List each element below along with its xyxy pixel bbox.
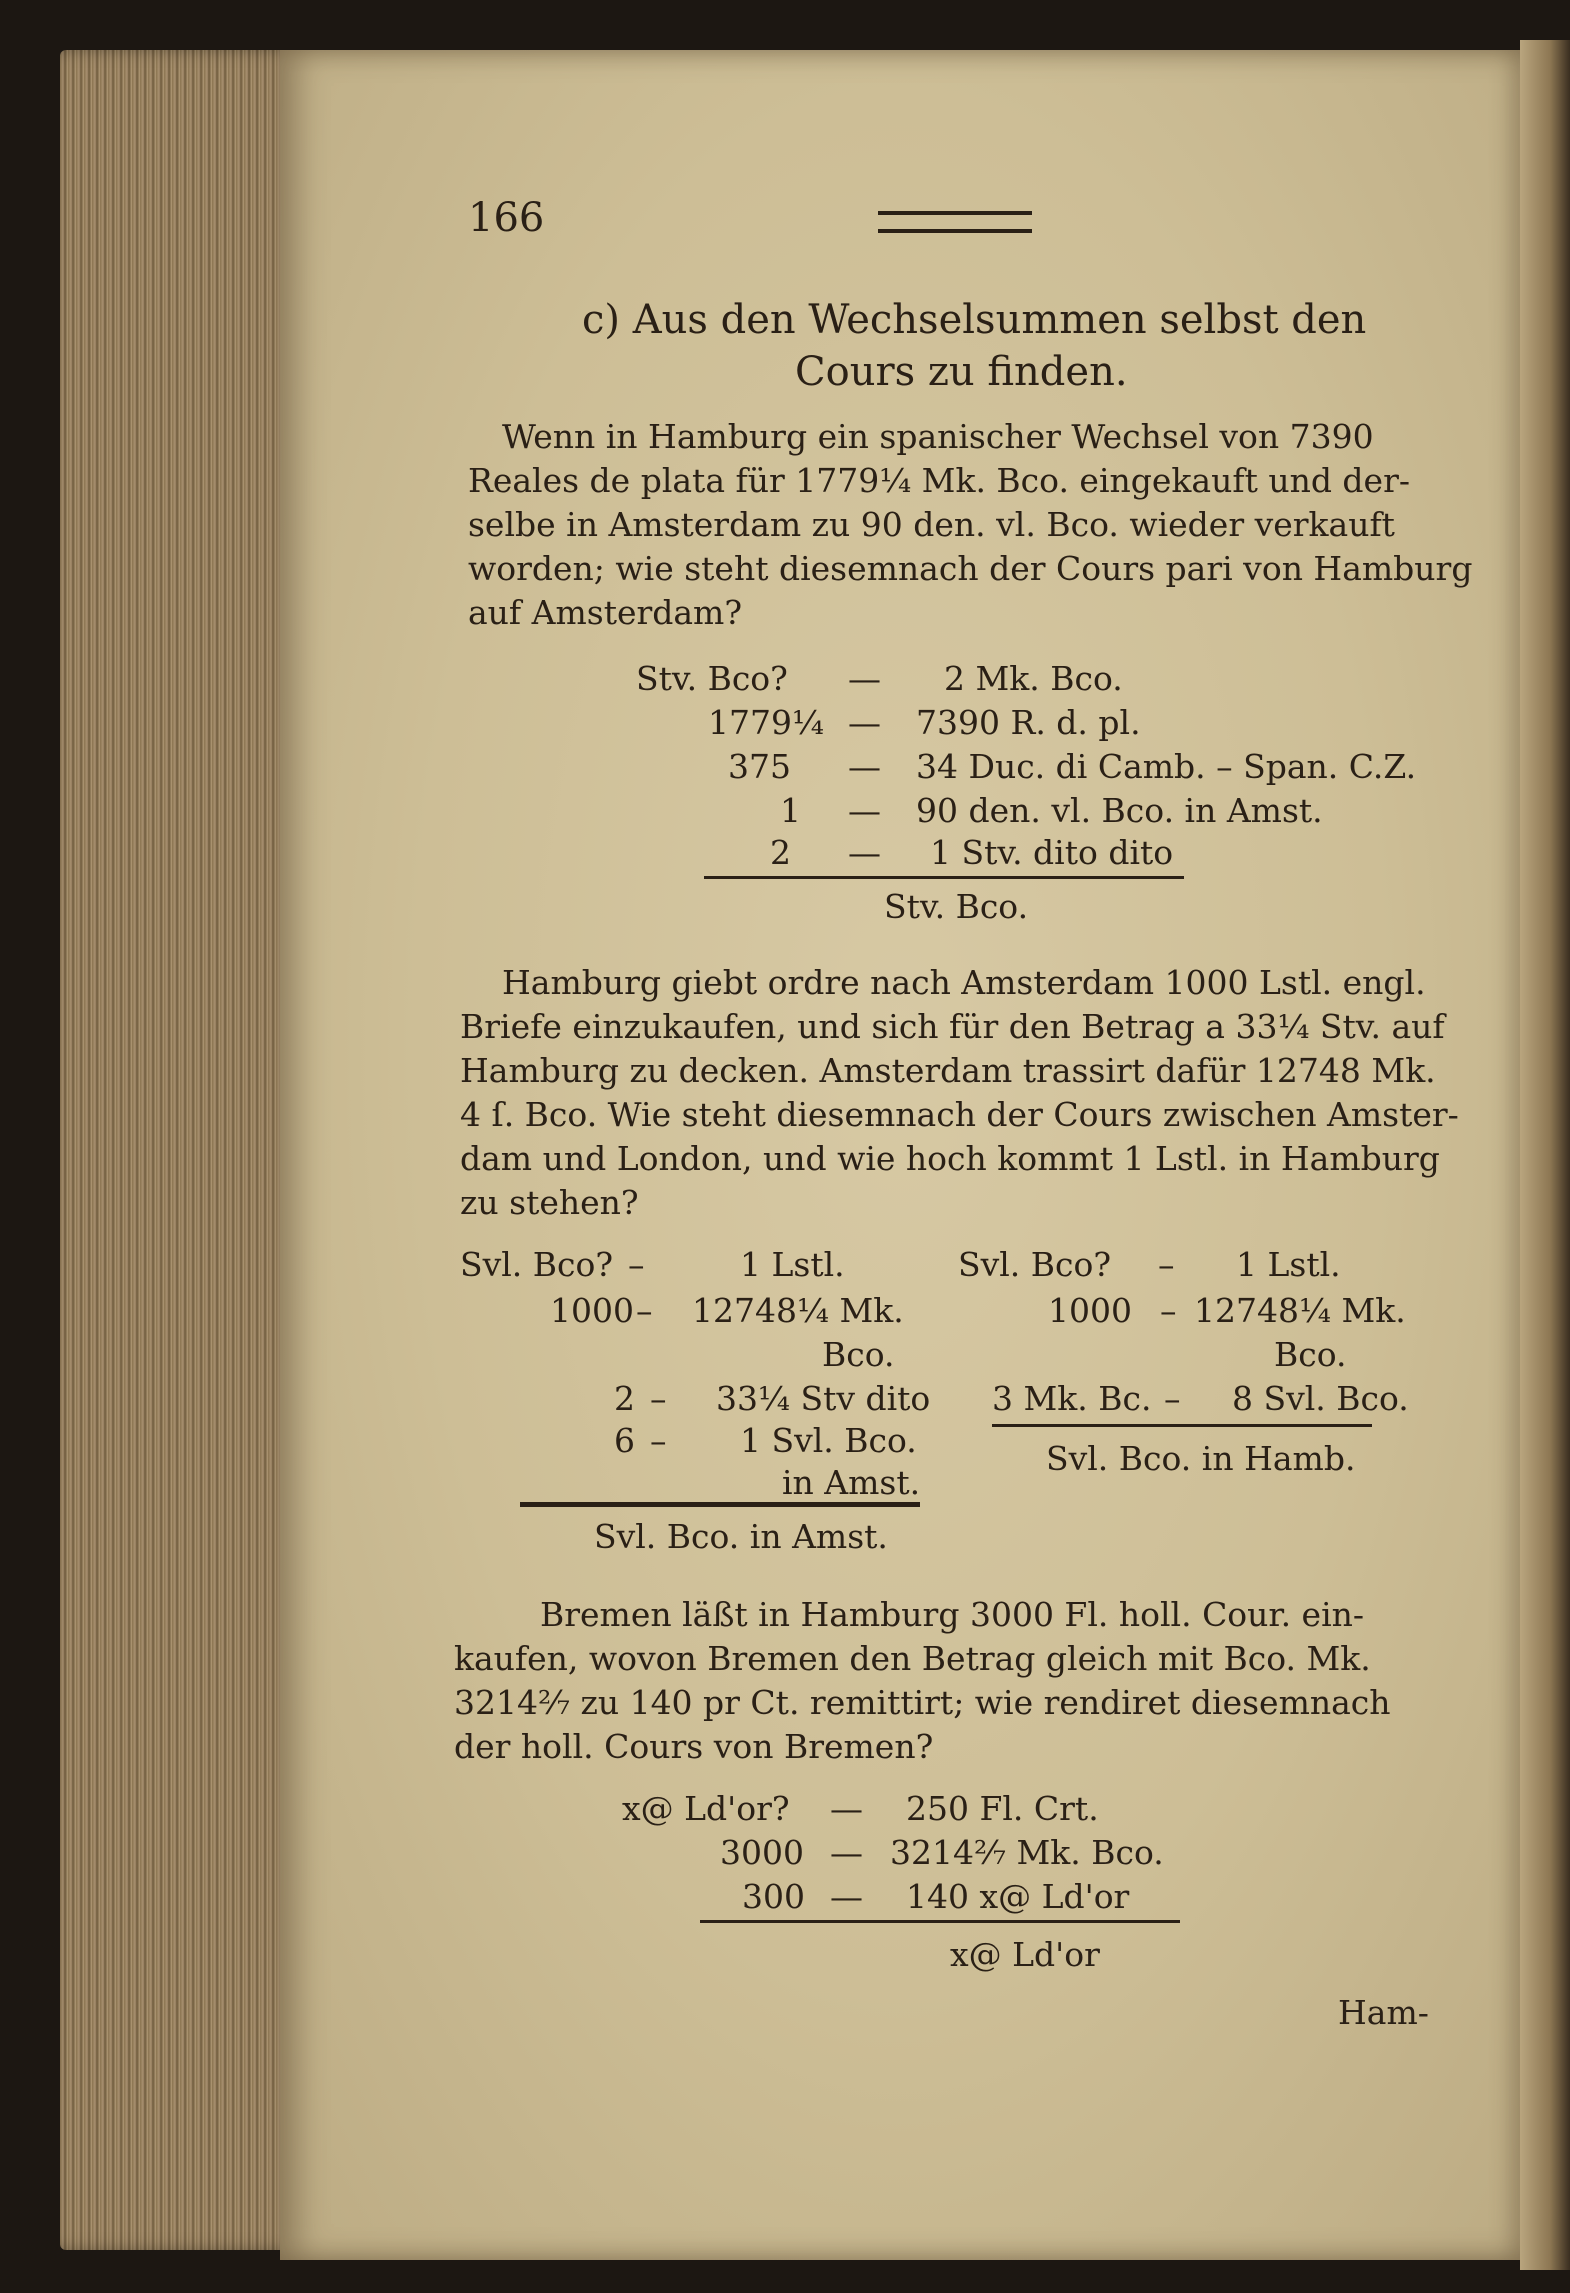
calc-dash: — <box>830 1789 863 1828</box>
calc-right: in Amst. <box>782 1463 921 1502</box>
calc-right: 3214²⁄₇ Mk. Bco. <box>890 1833 1164 1872</box>
calc-right: 12748¼ Mk. <box>1194 1291 1406 1330</box>
calc-right: 1 Svl. Bco. <box>740 1421 917 1460</box>
sum-rule <box>992 1424 1372 1427</box>
calc-right: 1 Stv. dito dito <box>930 833 1174 872</box>
calc-right: 250 Fl. Crt. <box>906 1789 1099 1828</box>
calc-dash: — <box>848 659 881 698</box>
page-stack-edges <box>60 50 296 2250</box>
calc-dash: — <box>830 1833 863 1872</box>
text-line: zu stehen? <box>460 1183 639 1222</box>
text-line: worden; wie steht diesemnach der Cours pari von Hamburg <box>468 549 1473 588</box>
calc-left: Svl. Bco? <box>460 1245 614 1284</box>
calc-dash: – <box>1158 1245 1175 1284</box>
sum-rule <box>700 1920 1180 1923</box>
calc-left: 1000 <box>550 1291 634 1330</box>
calc-left: 3000 <box>720 1833 804 1872</box>
calc-right: Bco. <box>822 1335 895 1374</box>
calc-dash: — <box>830 1877 863 1916</box>
calc-result: Svl. Bco. in Hamb. <box>1046 1439 1356 1478</box>
calc-left: x@ Ld'or? <box>622 1789 790 1828</box>
catchword: Ham- <box>1338 1993 1429 2032</box>
calc-left: 3 Mk. Bc. <box>992 1379 1152 1418</box>
calc-right: 140 x@ Ld'or <box>906 1877 1130 1916</box>
text-line: Briefe einzukaufen, und sich für den Betrag a 33¼ Stv. auf <box>460 1007 1445 1046</box>
calc-result: Svl. Bco. in Amst. <box>594 1517 888 1556</box>
calc-left: 6 <box>614 1421 635 1460</box>
calc-right: Bco. <box>1274 1335 1347 1374</box>
text-line: 3214²⁄₇ zu 140 pr Ct. remittirt; wie rendiret diesemnach <box>454 1683 1391 1722</box>
calc-dash: — <box>848 833 881 872</box>
text-line: Reales de plata für 1779¼ Mk. Bco. eingekauft und der- <box>468 461 1411 500</box>
text-line: der holl. Cours von Bremen? <box>454 1727 934 1766</box>
calc-dash: — <box>848 703 881 742</box>
calc-left: 1000 <box>1048 1291 1132 1330</box>
calc-right: 1 Lstl. <box>740 1245 845 1284</box>
calc-dash: – <box>1164 1379 1181 1418</box>
page-number: 166 <box>468 195 545 241</box>
calc-left: 375 <box>728 747 791 786</box>
text-line: dam und London, und wie hoch kommt 1 Lstl. in Hamburg <box>460 1139 1440 1178</box>
calc-left: 1 <box>780 791 801 830</box>
text-line: Hamburg zu decken. Amsterdam trassirt dafür 12748 Mk. <box>460 1051 1436 1090</box>
text-line: Wenn in Hamburg ein spanischer Wechsel von 7390 <box>502 417 1374 456</box>
calc-result: Stv. Bco. <box>884 887 1029 926</box>
text-line: Bremen läßt in Hamburg 3000 Fl. holl. Cour. ein- <box>540 1595 1365 1634</box>
calc-dash: – <box>1160 1291 1177 1330</box>
calc-left: Stv. Bco? <box>636 659 788 698</box>
calc-right: 7390 R. d. pl. <box>916 703 1141 742</box>
calc-right: 34 Duc. di Camb. – Span. C.Z. <box>916 747 1417 786</box>
sum-rule <box>704 876 1184 879</box>
calc-right: 2 Mk. Bco. <box>944 659 1123 698</box>
calc-dash: — <box>848 747 881 786</box>
text-line: selbe in Amsterdam zu 90 den. vl. Bco. wieder verkauft <box>468 505 1395 544</box>
calc-dash: — <box>848 791 881 830</box>
calc-right: 8 Svl. Bco. <box>1232 1379 1409 1418</box>
calc-left: 300 <box>742 1877 805 1916</box>
text-line: kaufen, wovon Bremen den Betrag gleich mit Bco. Mk. <box>454 1639 1371 1678</box>
section-heading-line2: Cours zu finden. <box>795 349 1128 395</box>
calc-dash: – <box>650 1379 667 1418</box>
text-line: 4 ſ. Bco. Wie steht diesemnach der Cours zwischen Amster- <box>460 1095 1459 1134</box>
calc-right: 1 Lstl. <box>1236 1245 1341 1284</box>
calc-dash: – <box>650 1421 667 1460</box>
calc-dash: – <box>636 1291 653 1330</box>
calc-right: 90 den. vl. Bco. in Amst. <box>916 791 1323 830</box>
calc-left: Svl. Bco? <box>958 1245 1112 1284</box>
calc-right: 12748¼ Mk. <box>692 1291 904 1330</box>
header-ornament <box>878 211 1032 233</box>
calc-left: 1779¼ <box>708 703 824 742</box>
text-line: Hamburg giebt ordre nach Amsterdam 1000 Lstl. engl. <box>502 963 1426 1002</box>
calc-dash: – <box>628 1245 645 1284</box>
calc-left: 2 <box>614 1379 635 1418</box>
text-line: auf Amsterdam? <box>468 593 743 632</box>
book-gutter <box>1520 40 1570 2270</box>
section-heading-line1: c) Aus den Wechselsummen selbst den <box>582 297 1367 343</box>
sum-rule <box>520 1502 920 1507</box>
calc-right: 33¼ Stv dito <box>716 1379 931 1418</box>
calc-left: 2 <box>770 833 791 872</box>
calc-result: x@ Ld'or <box>950 1935 1100 1974</box>
